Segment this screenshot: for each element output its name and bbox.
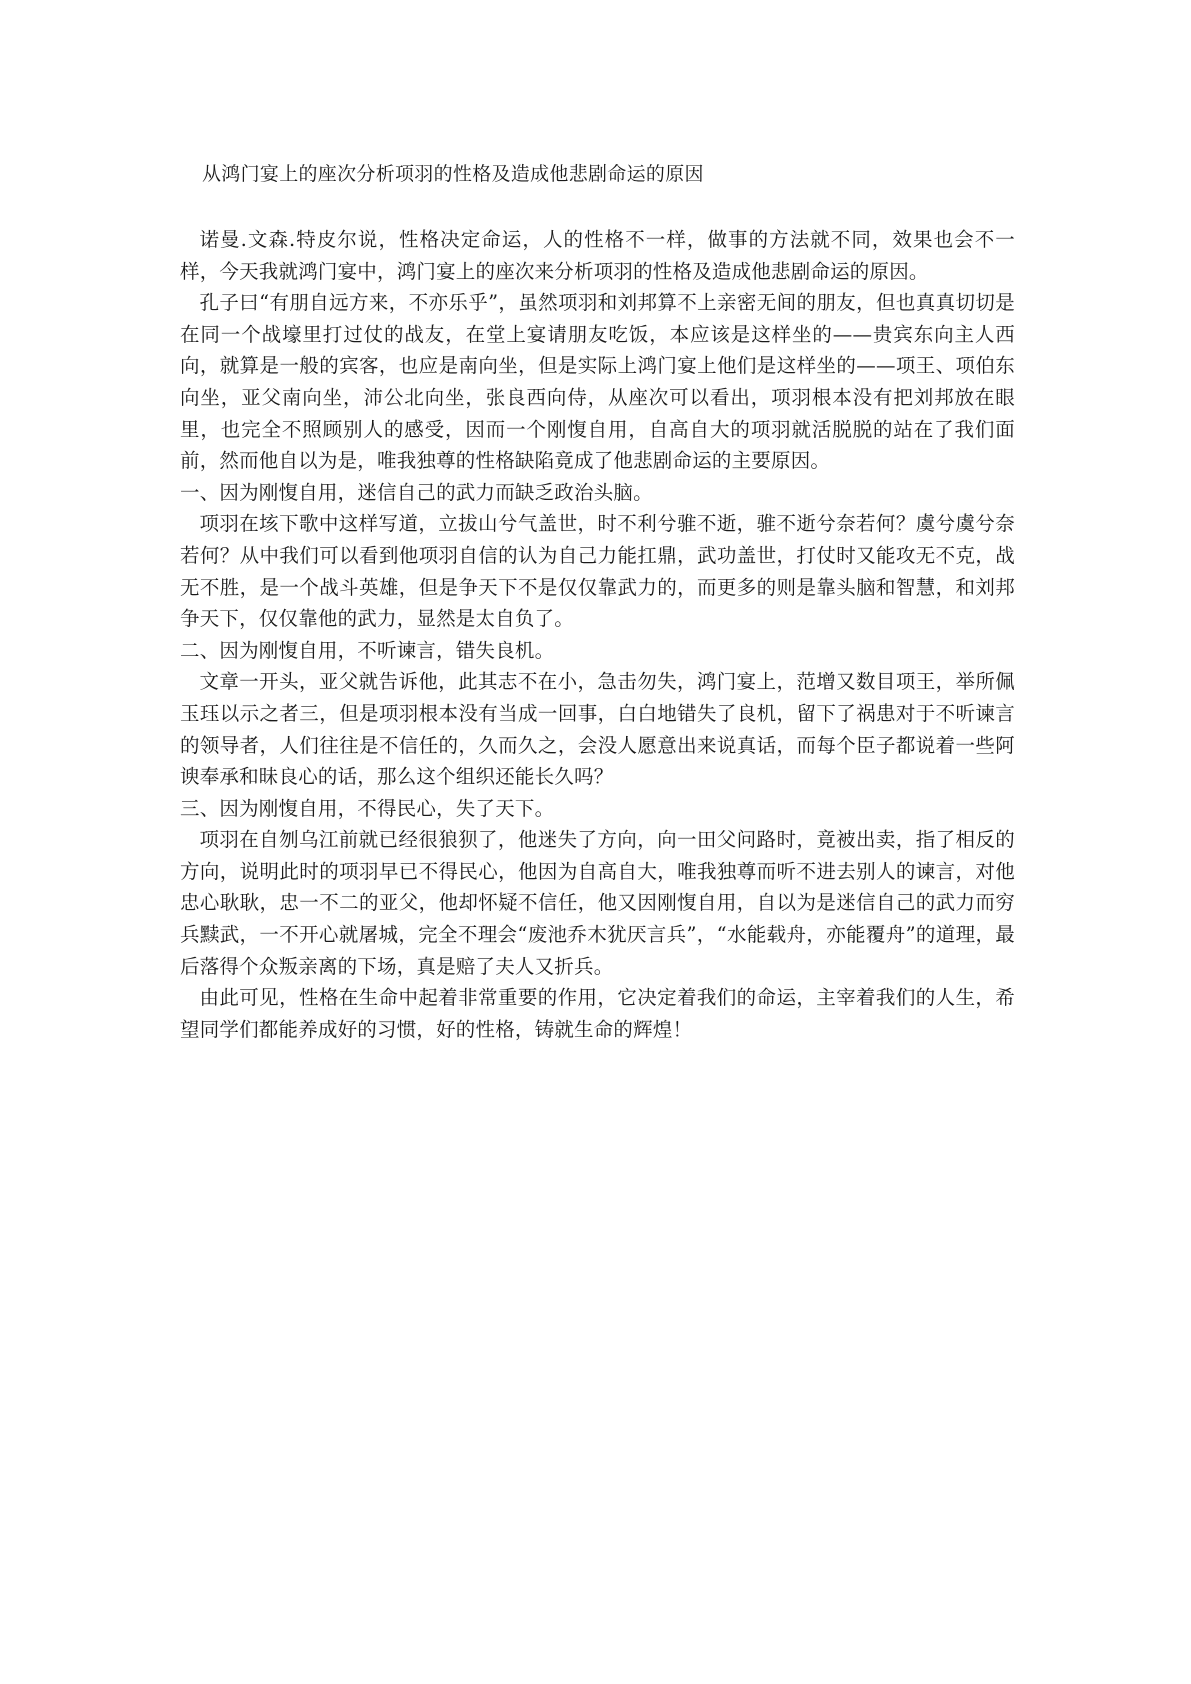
section-heading-3: 三、因为刚愎自用，不得民心，失了天下。 bbox=[180, 796, 555, 820]
section-paragraph-1: 项羽在垓下歌中这样写道，立拔山兮气盖世，时不利兮骓不逝，骓不逝兮奈若何？虞兮虞兮奈若何？从中我们可以看到他项羽自信的认为自己力能扛鼎，武功盖世，打仗时又能攻无不克，战无不胜，是一个战斗英雄，但是争天下不是仅仅靠武力的，而更多的则是靠头脑和智慧，和刘邦争天下，仅仅靠他的武力，显然是太自负了。 bbox=[180, 512, 1015, 631]
section-heading-1: 一、因为刚愎自用，迷信自己的武力而缺乏政治头脑。 bbox=[180, 480, 653, 504]
document-body bbox=[180, 158, 1015, 1045]
section-paragraph-3: 项羽在自刎乌江前就已经很狼狈了，他迷失了方向，向一田父问路时，竟被出卖，指了相反的方向，说明此时的项羽早已不得民心，他因为自高自大，唯我独尊而听不进去别人的谏言，对他忠心耿耿，忠一不二的亚父，他却怀疑不信任，他又因刚愎自用，自以为是迷信自己的武力而穷兵黩武，一不开心就屠城，完全不理会“废池乔木犹厌言兵”，“水能载舟，亦能覆舟”的道理，最后落得个众叛亲离的下场，真是赔了夫人又折兵。 bbox=[180, 828, 1015, 978]
conclusion-paragraph: 由此可见，性格在生命中起着非常重要的作用，它决定着我们的命运，主宰着我们的人生，希望同学们都能养成好的习惯，好的性格，铸就生命的辉煌！ bbox=[180, 986, 1015, 1041]
intro-paragraph: 诺曼.文森.特皮尔说，性格决定命运，人的性格不一样，做事的方法就不同，效果也会不一样，今天我就鸿门宴中，鸿门宴上的座次来分析项羽的性格及造成他悲剧命运的原因。 bbox=[180, 228, 1015, 283]
seating-paragraph: 孔子曰“有朋自远方来，不亦乐乎”，虽然项羽和刘邦算不上亲密无间的朋友，但也真真切切是在同一个战壕里打过仗的战友，在堂上宴请朋友吃饭，本应该是这样坐的——贵宾东向主人西向，就算是一般的宾客，也应是南向坐，但是实际上鸿门宴上他们是这样坐的——项王、项伯东向坐，亚父南向坐，沛公北向坐，张良西向侍，从座次可以看出，项羽根本没有把刘邦放在眼里，也完全不照顾别人的感受，因而一个刚愎自用，自高自大的项羽就活脱脱的站在了我们面前，然而他自以为是，唯我独尊的性格缺陷竟成了他悲剧命运的主要原因。 bbox=[180, 291, 1015, 473]
section-heading-2: 二、因为刚愎自用，不听谏言，错失良机。 bbox=[180, 638, 555, 662]
section-paragraph-2: 文章一开头，亚父就告诉他，此其志不在小，急击勿失，鸿门宴上，范增又数目项王，举所佩玉珏以示之者三，但是项羽根本没有当成一回事，白白地错失了良机，留下了祸患对于不听谏言的领导者，人们往往是不信任的，久而久之，会没人愿意出来说真话，而每个臣子都说着一些阿谀奉承和昧良心的话，那么这个组织还能长久吗？ bbox=[180, 670, 1015, 789]
document-title: 从鸿门宴上的座次分析项羽的性格及造成他悲剧命运的原因 bbox=[202, 163, 704, 185]
